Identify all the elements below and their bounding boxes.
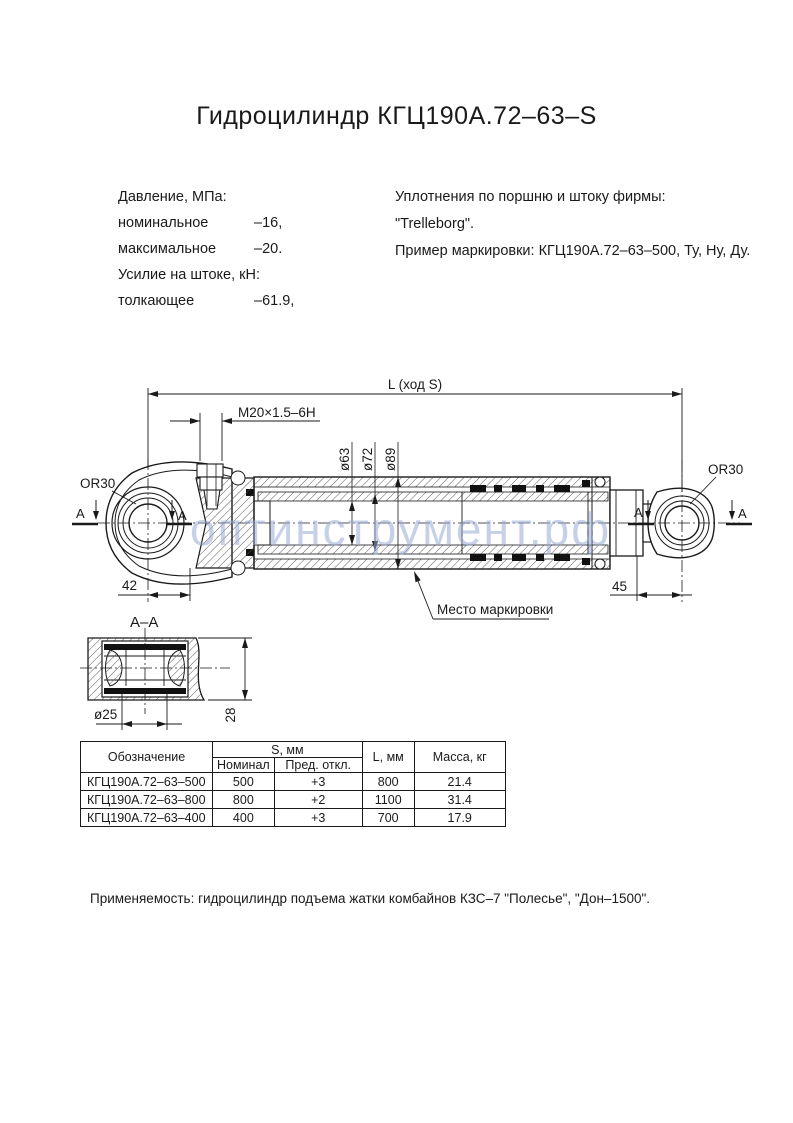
cell-designation: КГЦ190А.72–63–400 [81, 809, 213, 827]
cell-designation: КГЦ190А.72–63–500 [81, 773, 213, 791]
cell-mass: 21.4 [414, 773, 505, 791]
dia-89-label: ø89 [383, 447, 398, 471]
pressure-heading: Давление, МПа: [118, 189, 227, 205]
table-row [81, 809, 506, 827]
spec-value: –16, [254, 215, 283, 231]
col-s-nominal: Номинал [213, 758, 275, 773]
cell-mass: 17.9 [414, 809, 505, 827]
dimension-thread [170, 405, 320, 461]
dim-thread-label: M20×1.5–6H [238, 405, 316, 420]
cell-nominal: 500 [213, 773, 275, 791]
application-note: Применяемость: гидроцилиндр подъема жатки комбайнов КЗС–7 "Полесье", "Дон–1500". [90, 891, 651, 906]
dimension-45 [610, 556, 692, 601]
cell-length: 800 [362, 773, 414, 791]
cell-deviation: +3 [274, 773, 362, 791]
cell-length: 1100 [362, 791, 414, 809]
dim-42-label: 42 [122, 578, 138, 593]
spec-value: –20. [254, 241, 283, 257]
dim-45-label: 45 [612, 579, 628, 594]
seal-note-line: Уплотнения по поршню и штоку фирмы: [395, 189, 666, 205]
marking-note-label: Место маркировки [437, 602, 554, 617]
seal-note-line: Пример маркировки: КГЦ190А.72–63–500, Ту, Ну, Ду. [395, 243, 751, 259]
spec-label: максимальное [118, 241, 217, 257]
dia-63-label: ø63 [337, 447, 352, 471]
col-s-dev: Пред. откл. [274, 758, 362, 773]
cell-nominal: 400 [213, 809, 275, 827]
section-letter: A [76, 506, 85, 521]
table-row [81, 773, 506, 791]
cell-nominal: 800 [213, 791, 275, 809]
section-aa-title: А–А [130, 614, 159, 631]
section-letter: A [738, 506, 747, 521]
dim-length-label: L (ход S) [387, 377, 443, 392]
cell-deviation: +2 [274, 791, 362, 809]
cell-deviation: +3 [274, 809, 362, 827]
seal-note-line: "Trelleborg". [395, 216, 475, 232]
or30-left-label: OR30 [80, 476, 116, 491]
cell-mass: 31.4 [414, 791, 505, 809]
section-letter: A [178, 508, 187, 523]
section-letter: A [634, 505, 643, 520]
cell-designation: КГЦ190А.72–63–800 [81, 791, 213, 809]
section-aa-view [80, 614, 252, 730]
col-length: L, мм [362, 742, 414, 773]
page-title: Гидроцилиндр КГЦ190А.72–63–S [196, 102, 597, 130]
spec-label: толкающее [118, 293, 195, 309]
dim-28-label: 28 [223, 707, 238, 723]
marking-callout [414, 571, 553, 619]
cell-length: 700 [362, 809, 414, 827]
table-header-row [81, 742, 506, 758]
table-row [81, 791, 506, 809]
dia-25-label: ø25 [94, 707, 118, 722]
spec-value: –61.9, [254, 293, 295, 309]
size-table [80, 741, 506, 827]
force-heading: Усилие на штоке, кН: [118, 267, 260, 283]
col-mass: Масса, кг [414, 742, 505, 773]
spec-label: номинальное [118, 215, 209, 231]
col-designation: Обозначение [81, 742, 213, 773]
col-s-group: S, мм [213, 742, 363, 758]
watermark: оптинструмент.рф [190, 503, 612, 555]
dia-72-label: ø72 [360, 447, 375, 471]
or30-right-label: OR30 [708, 462, 744, 477]
